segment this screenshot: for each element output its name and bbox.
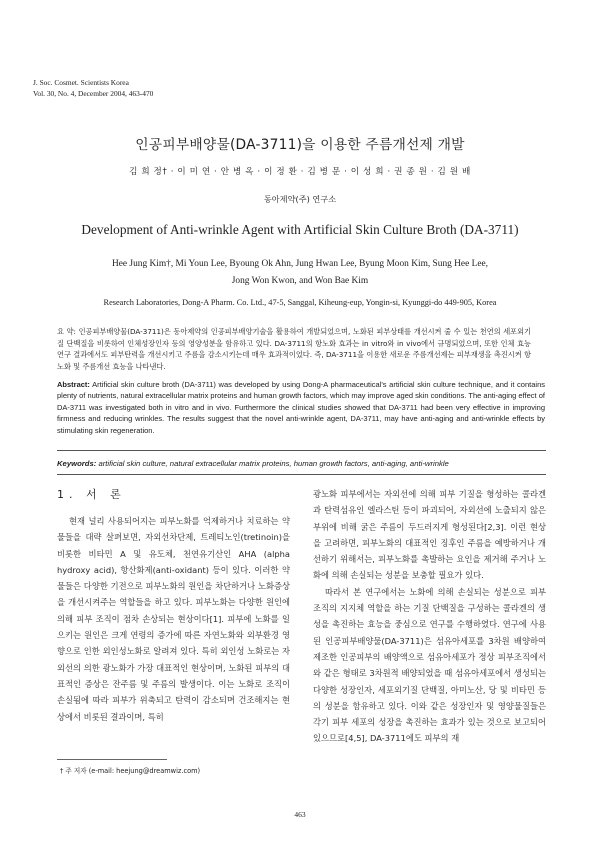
abstract-korean-text: 인공피부배양물(DA-3711)은 동아제약의 인공피부배양기술을 활용하여 개발되었으며, 노화된 피부상태를 개선시켜 줄 수 있는 천연의 세포외기질 단백질을 비롯하여 인체성장인자 등의 영양성분을 함유하고 있다. DA-3711의 항노화 효과는 in vitro와 in vivo에서 규명되었으며, 또한 인체 효능 연구 결과에서도 피부탄력을 개선시키고 주름을 감소시키는데 매우 효과적이었다. 즉, DA-3711을 이용한 새로운 주름개선제는 피부재생을 촉진시켜 항노화 및 주름개선 효능을 나타낸다. [57,327,531,371]
abstract-english-text: Artificial skin culture broth (DA-3711) was developed by using Dong-A pharmaceutical's artificial skin culture technique, and it contains plenty of nutrients, natural extracellular matrix proteins and human growth factors, which may improve aged skin conditions. The anti-aging effect of DA-3711 was investigated both in vitro and in vivo. Furthermore the clinical studies showed that DA-3711 had been very effective in improving firmness and reducing wrinkles. The results suggest that the novel anti-wrinkle agent, DA-3711, may have anti-aging and anti-wrinkle effects by stimulating skin regeneration. [57,380,545,435]
section-heading-introduction: 1. 서 론 [57,488,126,501]
keywords-label: Keywords: [57,459,97,468]
abstract-korean-label: 요 약: [57,327,76,336]
authors-english [60,256,540,290]
body-column-left [57,513,290,725]
body-paragraph: 광노화 피부에서는 자외선에 의해 피부 기질을 형성하는 콜라겐과 탄력섬유인 엘라스틴 등이 파괴되어, 자외선에 노출되지 않은 부위에 비해 굵은 주름이 두드러지게 형성된다[2,3]. 이런 현상을 고려하면, 피부노화의 대표적인 징후인 주름을 예방하거나 개선하기 위해서는, 피부노화를 촉발하는 요인을 제거해 주거나 노화에 의해 손실되는 성분을 보충할 필요가 있다. [313,489,546,581]
authors-english-line2: Jong Won Kwon, and Won Bae Kim [231,276,369,286]
page-number: 463 [294,810,306,819]
abstract-korean [57,326,531,372]
body-paragraph: 현재 널리 사용되어지는 피부노화를 억제하거나 치료하는 약물들을 대략 살펴보면, 자외선차단제, 트레티노인(tretinoin)을 비롯한 비타민 A 및 유도체, 천연유기산인 AHA (alpha hydroxy acid), 항산화제(anti-oxidant) 등이 있다. 이러한 약물들은 다양한 기전으로 피부노화의 원인을 차단하거나 노화증상을 개선시켜주는 역할들을 하고 있다. 피부노화는 다양한 원인에 의해 피부 조직이 점차 손상되는 현상이다[1]. 피부에 노화를 일으키는 원인은 크게 연령의 증가에 따른 자연노화와 외부환경 영향으로 인한 외인성노화로 알려져 있다. 특히 외인성 노화로는 자외선의 의한 광노화가 가장 대표적인 현상이며, 노화된 피부의 대표적인 증상은 잔주름 및 주름의 발생이다. 이는 노화로 조직이 손실됨에 따라 피부가 위축되고 탄력이 감소되며 건조해지는 현상에서 비롯된 결과이며, 특히 [57,516,290,722]
affiliation-english: Research Laboratories, Dong-A Pharm. Co. Ltd., 47-5, Sanggal, Kiheung-eup, Yongin-si, Kyunggi-do 449-905, Korea [103,298,497,307]
journal-header [33,78,153,99]
keywords-bottom-rule [57,474,546,475]
abstract-english [57,379,545,436]
title-english: Development of Anti-wrinkle Agent with Artificial Skin Culture Broth (DA-3711) [81,222,519,237]
authors-english-line1: Hee Jung Kim†, Mi Youn Lee, Byoung Ok Ahn, Jung Hwan Lee, Byung Moon Kim, Sung Hee Lee, [111,259,488,269]
title-korean: 인공피부배양물(DA-3711)을 이용한 주름개선제 개발 [135,137,465,153]
keywords-text: artificial skin culture, natural extracellular matrix proteins, human growth factors, anti-aging, anti-wrinkle [98,459,449,468]
affiliation-korean: 동아제약(주) 연구소 [263,194,337,204]
footnote-corresponding-author: † 주 저자 (e-mail: heejung@dreamwiz.com) [60,767,201,775]
keywords [57,459,547,468]
journal-volume: Vol. 30, No. 4, December 2004, 463-470 [33,88,154,98]
keywords-top-rule [57,450,546,451]
authors-korean: 김 희 정† · 이 미 연 · 안 병 옥 · 이 정 환 · 김 병 문 · 이 성 희 · 권 종 원 · 김 원 배 [129,167,471,177]
abstract-english-label: Abstract: [57,380,90,389]
body-paragraph: 따라서 본 연구에서는 노화에 의해 손실되는 성분으로 피부 조직의 지지체 역할을 하는 기질 단백질을 구성하는 콜라겐의 생성을 촉진하는 효능을 중심으로 연구를 수행하였다. 연구에 사용된 인공피부배양물(DA-3711)은 섬유아세포를 3차원 배양하여 제조한 인공피부의 배양액으로 섬유아세포가 정상 피부조직에서와 같은 형태로 3차원적 배양되었을 때 섬유아세포에서 생성되는 다양한 성장인자, 세포외기질 단백질, 아미노산, 당 및 비타민 등의 성분을 함유하고 있다. 이와 같은 성장인자 및 영양물질들은 각기 피부 세포의 성장을 촉진하는 효과가 있는 것으로 보고되어 있으므로[4,5], DA-3711에도 피부의 재 [313,586,546,744]
body-column-right [313,486,546,747]
journal-name: J. Soc. Cosmet. Scientists Korea [33,78,129,87]
footnote-rule [57,759,167,760]
